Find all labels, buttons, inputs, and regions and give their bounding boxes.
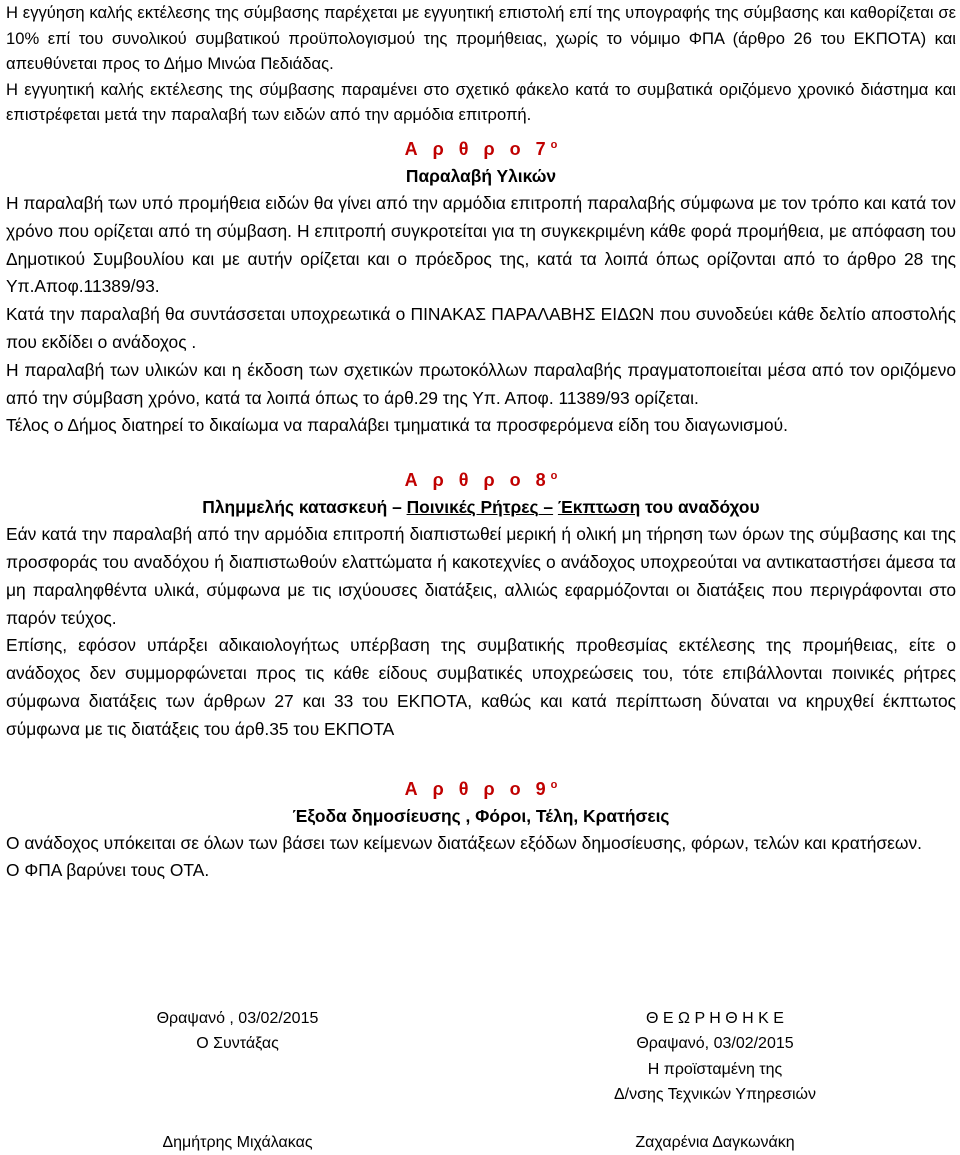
article-8-heading: Α ρ θ ρ ο $8^o$ xyxy=(404,470,558,491)
article-7-paragraph-1: Η παραλαβή των υπό προμήθεια ειδών θα γίνει από την αρμόδια επιτροπή παραλαβής σύμφωνα με τον τρόπο και κατά τον χρόνο που ορίζεται από τη σύμβαση. Η επιτροπή συγκροτείται για τη συγκεκριμένη κάθε φορά προμήθεια, με απόφαση του Δημοτικού Συμβουλίου και με αυτήν ορίζεται και ο πρόεδρος της, κατά τα λοιπά όπως ορίζονται από το άρθρο 28 της Υπ.Αποφ.11389/93. xyxy=(6,192,956,297)
article-7-paragraph-4: Τέλος ο Δήμος διατηρεί το δικαίωμα να παραλάβει τμηματικά τα προσφερόμενα είδη του διαγωνισμού. xyxy=(6,415,788,436)
article-8-paragraph-2: Επίσης, εφόσον υπάρξει αδικαιολογήτως υπέρβαση της συμβατικής προθεσμίας εκτέλεσης της προμήθειας, είτε ο ανάδοχος δεν συμμορφώνεται προς τις κάθε είδους συμβατικές υποχρεώσεις του, τότε επιβάλλονται ποινικές ρήτρες σύμφωνα διατάξεις των άρθρων 27 και 33 του ΕΚΠΟΤΑ, καθώς και κατά περίπτωση δύναται να κηρυχθεί έκπτωτος σύμφωνα με τις διατάξεις του άρθ.35 του ΕΚΠΟΤΑ xyxy=(6,635,956,739)
approval-stamp-text: Θ Ε Ω Ρ Η Θ Η Κ Ε xyxy=(646,1010,784,1027)
guarantee-section xyxy=(6,0,956,128)
article-8 xyxy=(6,467,956,743)
guarantee-paragraph-1: Η εγγύηση καλής εκτέλεσης της σύμβασης παρέχεται με εγγυητική επιστολή επί της υπογραφής της σύμβασης και καθορίζεται σε 10% επί του συνολικού συμβατικού προϋπολογισμού της προμήθειας, χωρίς το νόμιμο ΦΠΑ (άρθρο 26 του ΕΚΠΟΤΑ) και απευθύνεται προς το Δήμο Μινώα Πεδιάδας. xyxy=(6,3,956,74)
article-7-paragraph-2: Κατά την παραλαβή θα συντάσσεται υποχρεωτικά ο ΠΙΝΑΚΑΣ ΠΑΡΑΛΑΒΗΣ ΕΙΔΩΝ που συνοδεύει κάθε δελτίο αποστολής που εκδίδει ο ανάδοχος . xyxy=(6,304,956,352)
article-9-paragraph-1: Ο ανάδοχος υπόκειται σε όλων των βάσει των κείμενων διατάξεων εξόδων δημοσίευσης, φόρων, τελών και κρατήσεων. xyxy=(6,832,922,853)
author-signature xyxy=(60,1006,415,1057)
article-9-paragraph-2: Ο ΦΠΑ βαρύνει τους ΟΤΑ. xyxy=(6,860,210,881)
approver-name: Ζαχαρένια Δαγκωνάκη xyxy=(635,1134,795,1151)
author-role: Ο Συντάξας xyxy=(196,1035,279,1053)
approver-signature xyxy=(535,1006,895,1107)
guarantee-paragraph-2: Η εγγυητική καλής εκτέλεσης της σύμβασης παραμένει στο σχετικό φάκελο κατά το συμβατικά οριζόμενο χρονικό διάστημα και επιστρέφεται μετά την παραλαβή των ειδών από την αρμόδια επιτροπή. xyxy=(6,79,956,125)
article-9-heading: Α ρ θ ρ ο $9^o$ xyxy=(404,778,558,799)
approver-place-date: Θραψανό, 03/02/2015 xyxy=(636,1035,794,1053)
article-9 xyxy=(6,776,956,886)
article-8-paragraph-1: Εάν κατά την παραλαβή από την αρμόδια επιτροπή διαπιστωθεί μερική ή ολική μη τήρηση των όρων της σύμβασης και της προσφοράς του αναδόχου ή διαπιστωθούν ελαττώματα ή κακοτεχνίες ο ανάδοχος υποχρεούται να αντικαταστήσει άμεσα τα μη παραληφθέντα υλικά, σύμφωνα με τις ισχύουσες διατάξεις, αλλιώς εφαρμόζονται οι διατάξεις που περιγράφονται στο παρόν τεύχος. xyxy=(6,524,956,628)
article-9-subtitle: Έξοδα δημοσίευσης , Φόροι, Τέλη, Κρατήσεις xyxy=(292,805,670,826)
approver-role: Η προϊσταμένη της xyxy=(647,1060,783,1078)
author-name: Δημήτρης Μιχάλακας xyxy=(162,1134,313,1151)
article-7-paragraph-3: Η παραλαβή των υλικών και η έκδοση των σχετικών πρωτοκόλλων παραλαβής πραγματοποιείται μέσα από τον οριζόμενο από την σύμβαση χρόνο, κατά τα λοιπά όπως το άρθ.29 της Υπ. Αποφ. 11389/93 ορίζεται. xyxy=(6,359,956,408)
article-7-subtitle: Παραλαβή Υλικών xyxy=(405,165,557,186)
article-7 xyxy=(6,136,956,440)
author-place-date: Θραψανό , 03/02/2015 xyxy=(156,1010,319,1027)
approver-department: Δ/νσης Τεχνικών Υπηρεσιών xyxy=(613,1085,817,1103)
article-7-heading: Α ρ θ ρ ο $7^o$ xyxy=(404,138,558,159)
article-8-subtitle: Πλημμελής κατασκευή – Ποινικές Ρήτρες – Έκπτωση του αναδόχου xyxy=(202,497,760,518)
